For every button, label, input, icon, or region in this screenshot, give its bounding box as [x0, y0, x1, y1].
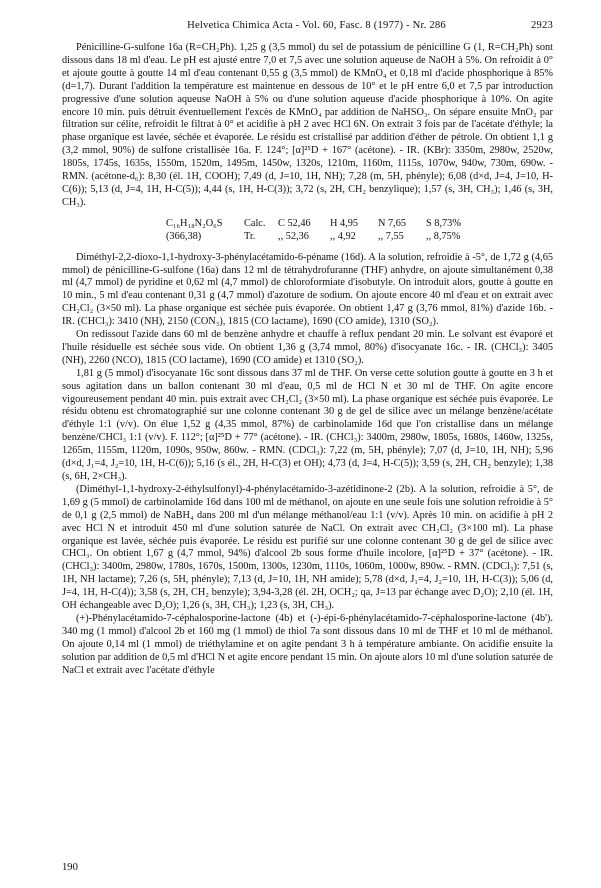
analysis-found-s: ,, 8,75%	[426, 230, 461, 242]
analysis-calc-label: Calc.	[244, 217, 266, 229]
paragraph-16c: On redissout l'azide dans 60 ml de benzène anhydre et chauffe à reflux pendant 20 min. Le solvant est évaporé et l'huile résiduelle est séchée sous vide. On obtient 1,36 g (3,74 mmol, 80%) d'isocyanate 16c. - IR. (CHCl₃): 3405 (NH), 2260 (NCO), 1815 (CO lactame), 1690 (CO amide) et 1310 (SO₂).	[62, 329, 553, 366]
analysis-calc-n: N 7,65	[378, 217, 407, 229]
analysis-found-h: ,, 4,92	[330, 230, 356, 242]
analysis-calc-c: C 52,46	[278, 217, 311, 229]
analysis-found-c: ,, 52,36	[278, 230, 309, 242]
analysis-found-label: Tr.	[244, 230, 256, 242]
elemental-analysis	[166, 218, 553, 244]
analysis-formula: C₁₆H₁₈N₂O₆S	[166, 217, 223, 229]
analysis-calc-s: S 8,73%	[426, 217, 461, 229]
analysis-found-n: ,, 7,55	[378, 230, 404, 242]
article-body	[62, 42, 553, 678]
paragraph-4b: (+)-Phénylacétamido-7-céphalosporine-lactone (4b) et (-)-épi-6-phénylacétamido-7-céphalosporine-lactone (4b'). 340 mg (1 mmol) d'alcool 2b et 160 mg (1 mmol) de thiol 7a sont dissous dans 10 ml de THF et 10 ml de méthanol. On ajoute 0,14 ml (1 mmol) de triéthylamine et on agite pendant 3 h à température ambiante. On acidifie ensuite la solution par addition de 0,5 ml d'HCl N et agite encore pendant 15 min. On ajoute alors 10 ml d'une solution saturée de NaCl et extrait avec l'acétate d'éthyle	[62, 612, 553, 676]
analysis-calc-h: H 4,95	[330, 217, 359, 229]
journal-title: Helvetica Chimica Acta - Vol. 60, Fasc. 8 (1977) - Nr. 286	[187, 20, 446, 31]
paragraph-16d: Diméthyl-2,2-dioxo-1,1-hydroxy-3-phénylacétamido-6-pénаme (16d). A la solution, refroidie à -5°, de 1,72 g (4,65 mmol) de pénicilline-G-sulfone (16a) dans 12 ml de tétrahydrofuranne (THF) anhydre, on ajoute simultanément 0,38 ml (4,7 mmol) de pyridine et 0,62 ml (4,7 mmol) de chloroformiate d'isobutyle. On introduit alors, goutte à goutte en 10 min., 5 ml d'eau contenant 0,31 g (4,7 mmol) d'azoture de sodium. On ajoute encore 40 ml d'eau et on extrait avec CH₂Cl₂ (3×50 ml). La phase organique est séchée puis évaporée. On obtient 1,47 g (3,76 mmol, 81%) d'azide 16b. - IR. (CHCl₃): 3410 (NH), 2150 (CON₃), 1815 (CO lactame), 1690 (CO amide), 1310 (SO₂).	[62, 251, 553, 328]
paragraph-16a: Pénicilline-G-sulfone 16a (R=CH₂Ph). 1,25 g (3,5 mmol) du sel de potassium de pénicilline G (1, R=CH₂Ph) sont dissous dans 18 ml d'eau. Le pH est ajusté entre 7,0 et 7,5 avec une solution aqueuse de NaOH à 5%. On refroidit à 0° et ajoute goutte à goutte 14 ml d'eau contenant 0,55 g (3,5 mmol) de KMnO₄ et 0,18 ml d'acide phosphorique à 85% (d=1,7). Durant l'addition la température est maintenue en dessous de 10° et le pH entre 6,0 et 7,5 par introduction progressive d'une solution aqueuse NaOH à 5% ou d'une solution aqueuse d'acide phosphorique à 10%. On agite encore 10 min. puis détruit éventuellement l'excès de KMnO₄ par addition de NaHSO₃. On sépare ensuite MnO₂ par filtration sur célite, refroidit le filtrat à 0° et acidifie à pH 2 avec HCl 6N. On extrait 3 fois par de l'acétate d'éthyle; la phase organique est lavée, séchée et évaporée. Le résidu est cristallisé par addition d'éther de pétrole. On obtient 1,1 g (3,2 mmol, 90%) de sulfone cristallisée 16a. F. 124°; [α]²⁵D + 167° (acétone). - IR. (KBr): 3350m, 2980w, 2520w, 1805s, 1745s, 1635s, 1550m, 1520m, 1495m, 1450w, 1320s, 1210m, 1160m, 1115s, 1070w, 940w, 730m, 690w. - RMN. (acétone-d₆): 8,30 (él. 1H, COOH); 7,49 (d, J=10, 1H, NH); 7,28 (m, 5H, phényle); 6,08 (d×d, J=4, J=10, H-C(6)); 5,13 (d, J=4, 1H, H-C(5)); 4,44 (s, 1H, H-C(3)); 3,72 (s, 2H, CH₂ benzylique); 1,57 (s, 3H, CH₃); 1,46 (s, 3H, CH₃).	[62, 42, 553, 208]
analysis-mw: (366,38)	[166, 230, 202, 242]
paragraph-2b: (Diméthyl-1,1-hydroxy-2-éthylsulfonyl)-4-phénylacétamido-3-azétidinone-2 (2b). A la solution, refroidie à 5°, de 1,69 g (5 mmol) de carbinolamide 16d dans 100 ml de méthanol, on ajoute en une seule fois une solution refroidie à 5° de 0,1 g (2,5 mmol) de NaBH₄ dans 200 ml d'un mélange méthanol/eau 1:1 (v/v). Après 10 min. on acidifie à pH 2 avec HCl N et introduit 450 ml d'une solution saturée de NaCl. On extrait avec CH₂Cl₂ (3×100 ml). La phase organique est lavée, séchée puis évaporée. Le résidu est purifié sur une colonne contenant 30 g de gel de silice avec CHCl₃. On obtient 1,67 g (4,7 mmol, 94%) d'alcool 2b sous forme d'huile incolore, [α]²⁵D + 37° (acétone). - IR. (CHCl₃): 3400m, 2980w, 1780s, 1670s, 1500m, 1300s, 1230m, 1110s, 1060m, 1000w, 890w. - RMN. (CDCl₃): 7,51 (s, 1H, NH lactame); 7,26 (s, 5H, phényle); 7,13 (d, J=10, 1H, NH amide); 5,78 (d×d, J₁=4, J₂=10, 1H, H-C(3)); 5,06 (d, J=4, 1H, H-C(4)); 3,58 (s, 2H, CH₂ benzyle); 3,94-3,28 (él. 2H, OCH₂; qa, J=13 par échange avec D₂O); 2,10 (él. 1H, OH échangeable avec D₂O); 1,26 (s, 3H, CH₃); 1,23 (s, 3H, CH₃).	[62, 483, 553, 612]
folio-number: 190	[62, 862, 78, 873]
page-number: 2923	[531, 20, 553, 31]
paragraph-carbinolamide: 1,81 g (5 mmol) d'isocyanate 16c sont dissous dans 37 ml de THF. On verse cette solution goutte à goutte en 3 h et sous agitation dans un ballon contenant 30 ml d'eau, 0,5 ml de HCl N et 30 ml de THF. On agite encore vigoureusement pendant 40 min. puis extrait avec CH₂Cl₂ (3×50 ml). La phase organique est séchée puis évaporée. Le résidu obtenu est chromatographié sur une colonne contenant 30 g de gel de silice avec un mélange benzène/acétate d'éthyle 1:1 (v/v). On élue 1,52 g (4,35 mmol, 87%) de carbinolamide 16d que l'on cristallise dans un mélange benzène/CHCl₃ 1:1 (v/v). F. 112°; [α]²⁵D + 77° (acétone). - IR. (CHCl₃): 3400m, 2980w, 1805s, 1680s, 1460w, 1325s, 1265m, 1155m, 1120m, 1090s, 950w, 860w. - RMN. (CDCl₃): 7,22 (m, 5H, phényle); 7,07 (d, J=10, 1H, NH); 5,96 (d×d, J₁=4, J₂=10, 1H, H-C(6)); 5,16 (s él., 2H, H-C(3) et OH); 4,73 (d, J=4, H-C(5)); 3,59 (s, 2H, CH₂ benzyle); 1,38 (s, 6H, 2×CH₃).	[62, 367, 553, 482]
running-head	[62, 20, 553, 42]
